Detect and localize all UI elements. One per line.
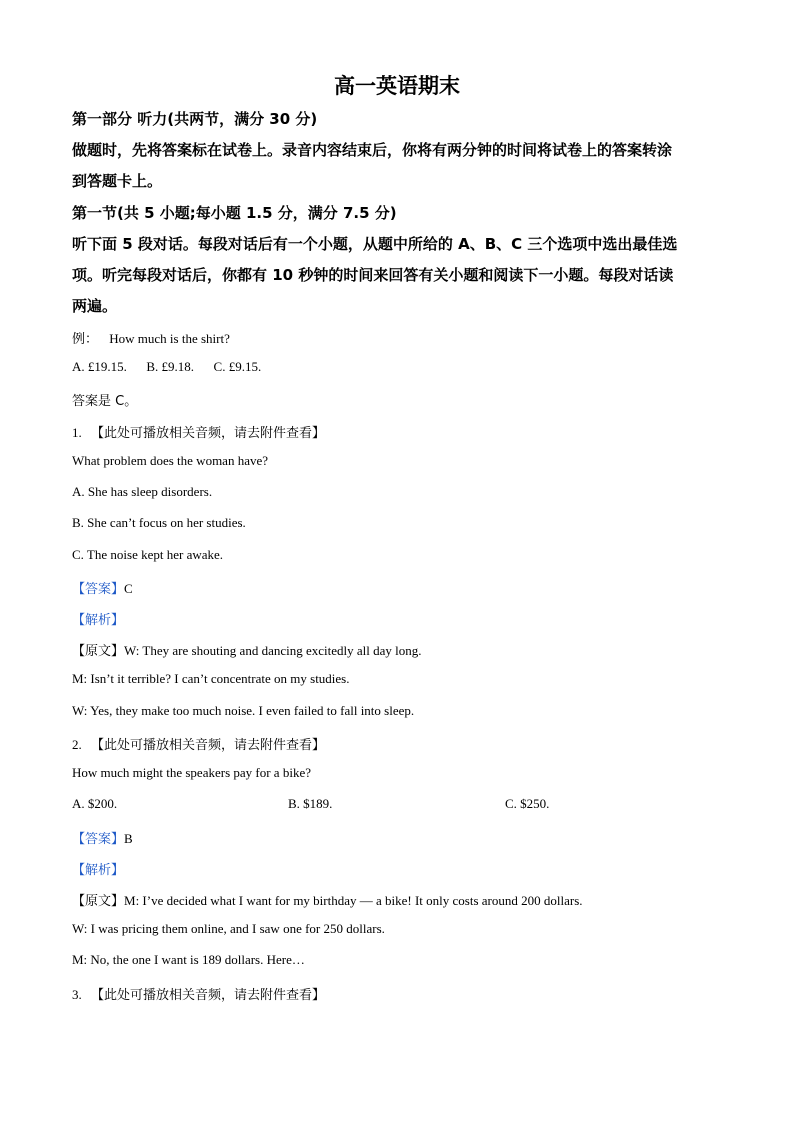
part1-heading: 第一部分 听力(共两节，满分 30 分) xyxy=(72,110,318,128)
q1-transcript-row-1 xyxy=(72,640,422,659)
q2-answer-value: B xyxy=(124,831,133,846)
q2-option-c: C. $250. xyxy=(505,796,550,811)
q1-answer-row xyxy=(72,578,133,597)
q2-question: How much might the speakers pay for a bike? xyxy=(72,765,311,780)
q2-transcript-row-1 xyxy=(72,890,583,909)
q1-transcript-label: 【原文】 xyxy=(72,644,125,659)
instructions-line-1: 做题时，先将答案标在试卷上。录音内容结束后，你将有两分钟的时间将试卷上的答案转涂 xyxy=(72,141,673,159)
q2-transcript-2: W: I was pricing them online, and I saw one for 250 dollars. xyxy=(72,921,385,936)
q1-option-b: B. She can’t focus on her studies. xyxy=(72,515,246,530)
q1-header xyxy=(72,422,325,441)
example-answer: 答案是 C。 xyxy=(72,394,138,409)
section1-instructions-line-3: 两遍。 xyxy=(72,297,118,315)
example-options: A. £19.15. B. £9.18. C. £9.15. xyxy=(72,359,262,374)
q2-option-b: B. $189. xyxy=(288,796,333,811)
q1-question: What problem does the woman have? xyxy=(72,453,269,468)
q1-transcript-2: M: Isn’t it terrible? I can’t concentrate on my studies. xyxy=(72,671,350,686)
q1-analysis-row xyxy=(72,609,124,628)
example-question-row xyxy=(72,328,230,347)
instructions-line-2: 到答题卡上。 xyxy=(72,172,163,190)
q2-answer-row xyxy=(72,828,133,847)
q3-header xyxy=(72,984,325,1003)
q3-number: 3. xyxy=(72,987,82,1002)
example-label: 例： xyxy=(72,332,99,347)
q2-analysis-row xyxy=(72,859,124,878)
q2-transcript-label: 【原文】 xyxy=(72,894,125,909)
q1-audio-note[interactable]: 【此处可播放相关音频，请去附件查看】 xyxy=(91,426,326,441)
q3-audio-note[interactable]: 【此处可播放相关音频，请去附件查看】 xyxy=(91,988,326,1003)
q1-number: 1. xyxy=(72,425,82,440)
section1-instructions-line-1: 听下面 5 段对话。每段对话后有一个小题，从题中所给的 A、B、C 三个选项中选出最佳选 xyxy=(72,235,678,253)
q2-option-a: A. $200. xyxy=(72,796,118,811)
q1-transcript-3: W: Yes, they make too much noise. I even failed to fall into sleep. xyxy=(72,703,415,718)
example-question: How much is the shirt? xyxy=(109,331,230,346)
q1-option-a: A. She has sleep disorders. xyxy=(72,484,213,499)
page-title: 高一英语期末 xyxy=(334,74,460,98)
q2-transcript-3: M: No, the one I want is 189 dollars. Here… xyxy=(72,952,305,967)
q2-answer-label: 【答案】 xyxy=(72,832,125,847)
q2-header xyxy=(72,734,325,753)
q1-analysis-label: 【解析】 xyxy=(72,613,125,628)
q1-option-c: C. The noise kept her awake. xyxy=(72,547,224,562)
section1-heading: 第一节(共 5 小题;每小题 1.5 分，满分 7.5 分) xyxy=(72,204,397,222)
q2-analysis-label: 【解析】 xyxy=(72,863,125,878)
section1-instructions-line-2: 项。听完每段对话后，你都有 10 秒钟的时间来回答有关小题和阅读下一小题。每段对话读 xyxy=(72,266,674,284)
q2-transcript-1: M: I’ve decided what I want for my birthday — a bike! It only costs around 200 dollars. xyxy=(124,893,583,908)
q1-transcript-1: W: They are shouting and dancing excitedly all day long. xyxy=(124,643,422,658)
q2-number: 2. xyxy=(72,737,82,752)
q1-answer-value: C xyxy=(124,581,133,596)
q1-answer-label: 【答案】 xyxy=(72,582,125,597)
q2-audio-note[interactable]: 【此处可播放相关音频，请去附件查看】 xyxy=(91,738,326,753)
